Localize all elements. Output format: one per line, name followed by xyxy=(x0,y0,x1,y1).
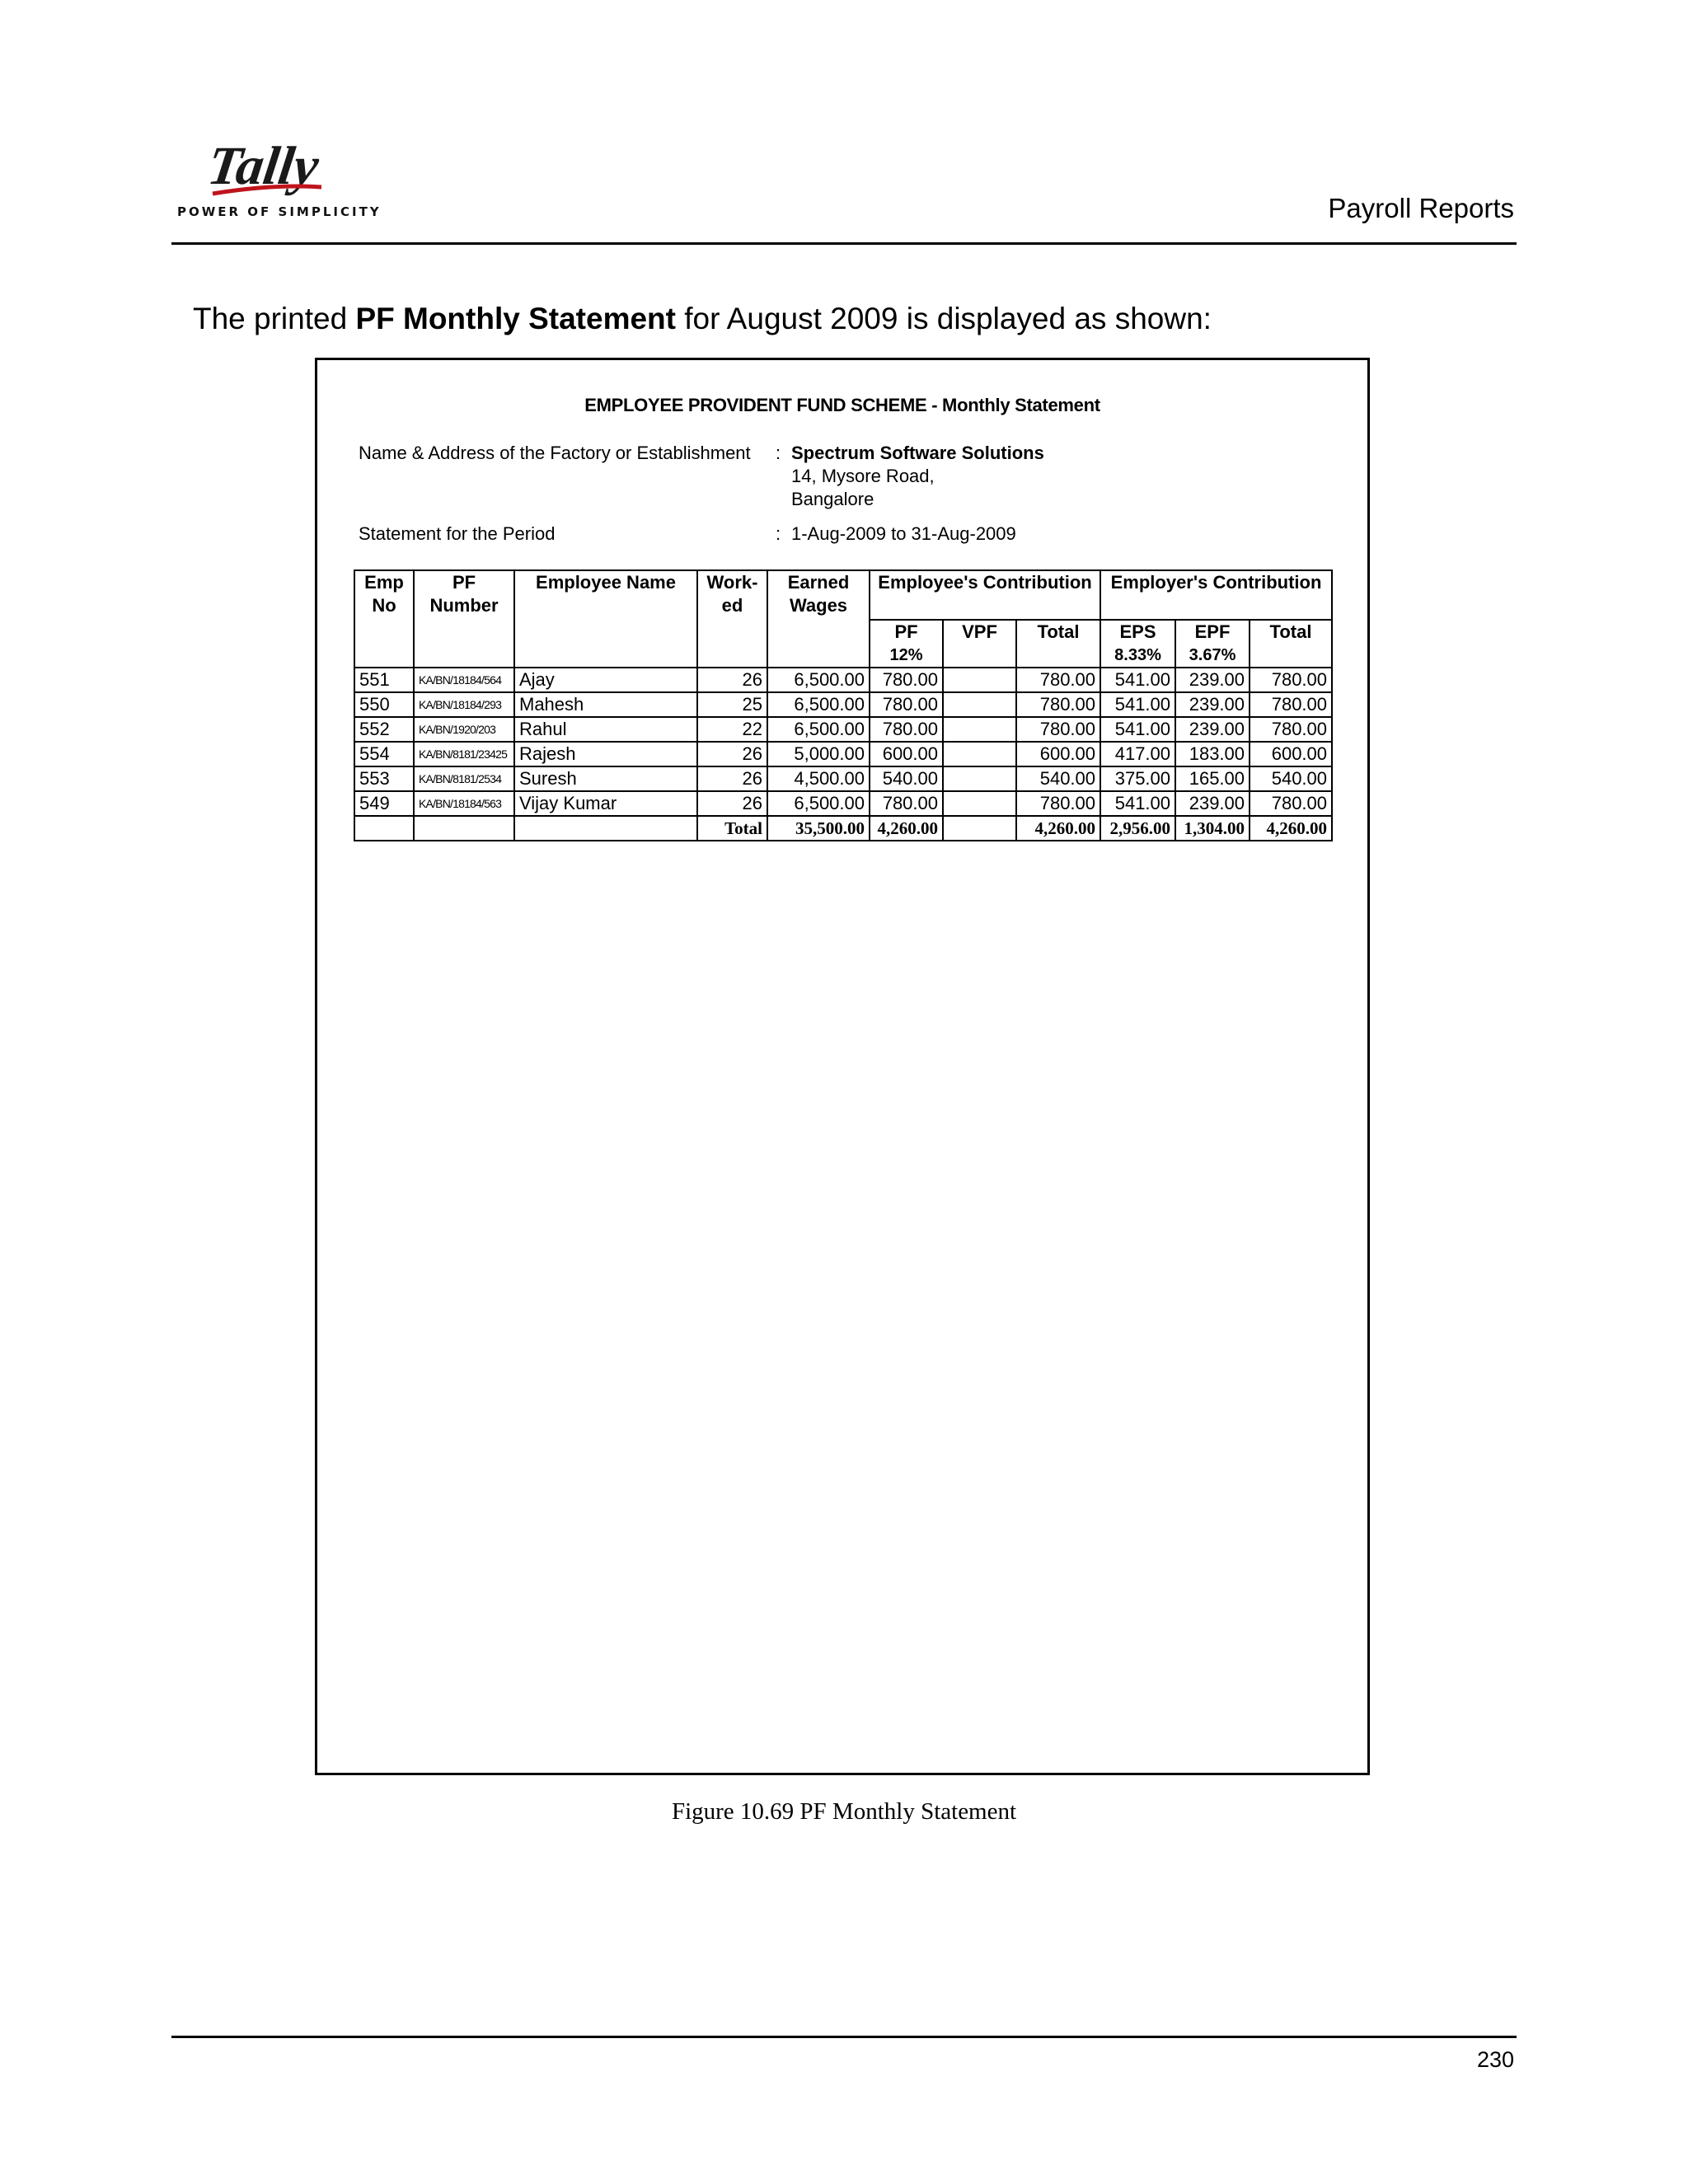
epf-amount: 165.00 xyxy=(1175,766,1250,791)
totals-empty-3 xyxy=(514,816,697,841)
establishment-label: Name & Address of the Factory or Establishment xyxy=(359,443,751,463)
epf-amount: 239.00 xyxy=(1175,692,1250,717)
vpf-amount xyxy=(943,717,1016,742)
totals-row xyxy=(354,816,1332,841)
emp-no: 551 xyxy=(354,668,414,692)
eps-amount: 541.00 xyxy=(1100,717,1175,742)
vpf-amount xyxy=(943,791,1016,816)
emp-no: 554 xyxy=(354,742,414,766)
eps-amount: 541.00 xyxy=(1100,692,1175,717)
figure-caption: Figure 10.69 PF Monthly Statement xyxy=(671,1798,1017,1825)
table-row xyxy=(354,717,1332,742)
col-emp-no: Emp No xyxy=(354,570,414,668)
period-colon: : xyxy=(776,523,781,544)
pf-amount: 780.00 xyxy=(870,791,943,816)
period-label: Statement for the Period xyxy=(359,523,556,544)
employee-total: 600.00 xyxy=(1016,742,1100,766)
epf-amount: 239.00 xyxy=(1175,791,1250,816)
employer-total: 780.00 xyxy=(1250,668,1332,692)
col-worked: Work- ed xyxy=(697,570,767,668)
emp-no: 553 xyxy=(354,766,414,791)
totals-empty-2 xyxy=(414,816,514,841)
total-employee-contribution: 4,260.00 xyxy=(1016,816,1100,841)
employee-name: Rahul xyxy=(514,717,697,742)
employee-total: 780.00 xyxy=(1016,692,1100,717)
employee-total: 780.00 xyxy=(1016,668,1100,692)
col-vpf: VPF xyxy=(943,620,1016,668)
employee-total: 540.00 xyxy=(1016,766,1100,791)
section-title: Payroll Reports xyxy=(1328,193,1514,223)
days-worked: 26 xyxy=(697,742,767,766)
statement-title: EMPLOYEE PROVIDENT FUND SCHEME - Monthly Statement xyxy=(584,395,1100,415)
establishment-colon: : xyxy=(776,443,781,463)
address-line-2: Bangalore xyxy=(791,489,874,509)
col-eps: EPS 8.33% xyxy=(1100,620,1175,668)
table-row xyxy=(354,692,1332,717)
pf-number: KA/BN/18184/564 xyxy=(414,668,514,692)
earned-wages: 6,500.00 xyxy=(767,668,870,692)
company-name: Spectrum Software Solutions xyxy=(791,443,1044,463)
employee-name: Suresh xyxy=(514,766,697,791)
employee-name: Ajay xyxy=(514,668,697,692)
period-value: 1-Aug-2009 to 31-Aug-2009 xyxy=(791,523,1016,544)
col-employee-name: Employee Name xyxy=(514,570,697,668)
intro-prefix: The printed xyxy=(193,302,356,335)
employer-total: 780.00 xyxy=(1250,717,1332,742)
intro-bold: PF Monthly Statement xyxy=(355,302,676,335)
table-row xyxy=(354,766,1332,791)
total-eps: 2,956.00 xyxy=(1100,816,1175,841)
pf-number: KA/BN/8181/23425 xyxy=(414,742,514,766)
days-worked: 26 xyxy=(697,791,767,816)
emp-no: 552 xyxy=(354,717,414,742)
employer-total: 780.00 xyxy=(1250,791,1332,816)
col-epf: EPF 3.67% xyxy=(1175,620,1250,668)
total-vpf xyxy=(943,816,1016,841)
vpf-amount xyxy=(943,742,1016,766)
eps-amount: 417.00 xyxy=(1100,742,1175,766)
pf-amount: 540.00 xyxy=(870,766,943,791)
pf-statement-table xyxy=(354,569,1333,841)
epf-amount: 183.00 xyxy=(1175,742,1250,766)
address-line-1: 14, Mysore Road, xyxy=(791,466,935,486)
total-epf: 1,304.00 xyxy=(1175,816,1250,841)
vpf-amount xyxy=(943,692,1016,717)
logo-tagline: POWER OF SIMPLICITY xyxy=(177,204,382,219)
statement-frame xyxy=(315,358,1370,1775)
days-worked: 22 xyxy=(697,717,767,742)
table-row xyxy=(354,742,1332,766)
col-pf-number: PF Number xyxy=(414,570,514,668)
days-worked: 26 xyxy=(697,668,767,692)
earned-wages: 6,500.00 xyxy=(767,692,870,717)
employer-total: 600.00 xyxy=(1250,742,1332,766)
pf-amount: 780.00 xyxy=(870,668,943,692)
pf-amount: 780.00 xyxy=(870,692,943,717)
vpf-amount xyxy=(943,766,1016,791)
col-pf: PF 12% xyxy=(870,620,943,668)
footer-rule xyxy=(171,2036,1517,2038)
employer-total: 540.00 xyxy=(1250,766,1332,791)
earned-wages: 4,500.00 xyxy=(767,766,870,791)
pf-amount: 600.00 xyxy=(870,742,943,766)
header-rule xyxy=(171,242,1517,245)
vpf-amount xyxy=(943,668,1016,692)
col-earned-wages: Earned Wages xyxy=(767,570,870,668)
employee-name: Mahesh xyxy=(514,692,697,717)
earned-wages: 6,500.00 xyxy=(767,791,870,816)
eps-amount: 375.00 xyxy=(1100,766,1175,791)
employer-total: 780.00 xyxy=(1250,692,1332,717)
emp-no: 550 xyxy=(354,692,414,717)
earned-wages: 5,000.00 xyxy=(767,742,870,766)
col-employee-contribution: Employee's Contribution xyxy=(870,570,1100,620)
employee-total: 780.00 xyxy=(1016,791,1100,816)
employee-name: Rajesh xyxy=(514,742,697,766)
epf-amount: 239.00 xyxy=(1175,668,1250,692)
emp-no: 549 xyxy=(354,791,414,816)
col-employee-total: Total xyxy=(1016,620,1100,668)
intro-text xyxy=(193,302,1212,336)
intro-suffix: for August 2009 is displayed as shown: xyxy=(675,302,1212,335)
total-pf: 4,260.00 xyxy=(870,816,943,841)
table-row xyxy=(354,791,1332,816)
total-wages: 35,500.00 xyxy=(767,816,870,841)
col-employer-total: Total xyxy=(1250,620,1332,668)
earned-wages: 6,500.00 xyxy=(767,717,870,742)
pf-number: KA/BN/18184/563 xyxy=(414,791,514,816)
pf-number: KA/BN/1920/203 xyxy=(414,717,514,742)
eps-amount: 541.00 xyxy=(1100,791,1175,816)
pf-number: KA/BN/8181/2534 xyxy=(414,766,514,791)
totals-label: Total xyxy=(697,816,767,841)
days-worked: 25 xyxy=(697,692,767,717)
col-employer-contribution: Employer's Contribution xyxy=(1100,570,1332,620)
employee-name: Vijay Kumar xyxy=(514,791,697,816)
days-worked: 26 xyxy=(697,766,767,791)
total-employer-contribution: 4,260.00 xyxy=(1250,816,1332,841)
eps-amount: 541.00 xyxy=(1100,668,1175,692)
pf-number: KA/BN/18184/293 xyxy=(414,692,514,717)
employee-total: 780.00 xyxy=(1016,717,1100,742)
table-row xyxy=(354,668,1332,692)
pf-amount: 780.00 xyxy=(870,717,943,742)
epf-amount: 239.00 xyxy=(1175,717,1250,742)
logo-wordmark: Tally xyxy=(204,136,323,196)
totals-empty-1 xyxy=(354,816,414,841)
page-number: 230 xyxy=(1476,2047,1514,2072)
